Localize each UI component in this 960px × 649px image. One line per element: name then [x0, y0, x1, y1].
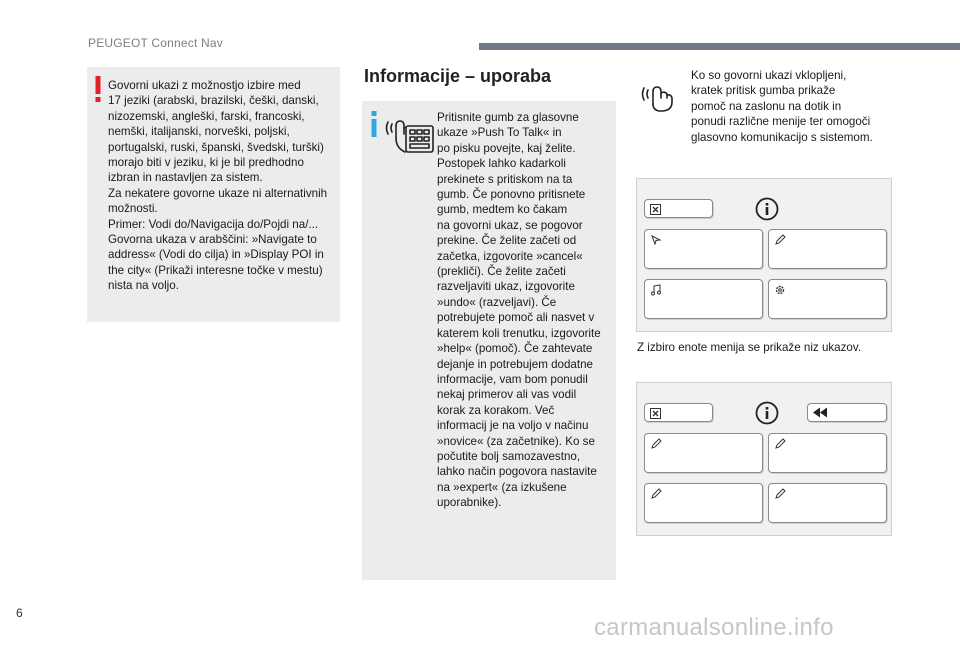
info-circle-icon[interactable] [755, 197, 779, 221]
watermark: carmanualsonline.info [594, 614, 834, 641]
music-menu-button[interactable] [644, 279, 763, 319]
info-i-icon [370, 111, 378, 137]
close-x-icon [650, 408, 661, 419]
header-title: PEUGEOT Connect Nav [88, 36, 223, 50]
touchscreen-commands-screen [636, 382, 892, 536]
voice-help-text: Ko so govorni ukazi vklopljeni, kratek pritisk gumba prikaže pomoč na zaslonu na dotik in ponudi različne menije ter omogoči glasovno komunikacijo s sistemom. [691, 69, 873, 144]
pencil-icon [774, 488, 786, 500]
settings-menu-button[interactable] [768, 279, 887, 319]
warning-text: Govorni ukazi z možnostjo izbire med 17 jeziki (arabski, brazilski, češki, danski, nizozemski, angleški, farski, francoski, nemški, italijanski, norveški, poljski, portugalski, ruski, španski, švedski, turški) morajo biti v jeziku, ki je bil predhodno izbran in nastavljen za sistem. Za nekatere govorne ukaze ni alternativnih možnosti. Primer: Vodi do/Navigacija do/Pojdi na/... Govorna ukaza v arabščini: »Navigate to address« (Vodi do cilja) in »Display POI in the city« (Prikaži interesne točke v mestu) nista na voljo. [108, 79, 328, 293]
close-x-icon [650, 204, 661, 215]
gear-icon [774, 284, 786, 296]
exclamation-icon [94, 76, 102, 102]
pencil-icon [774, 234, 786, 246]
back-button[interactable] [807, 403, 887, 422]
push-to-talk-icon [385, 112, 435, 156]
command-button[interactable] [768, 433, 887, 473]
close-button[interactable] [644, 199, 713, 218]
section-title: Informacije – uporaba [364, 66, 552, 86]
screen-caption: Z izbiro enote menija se prikaže niz ukazov. [637, 341, 862, 354]
command-button[interactable] [644, 433, 763, 473]
pencil-icon [650, 438, 662, 450]
header-bar [479, 43, 960, 50]
page-number: 6 [16, 606, 23, 620]
voice-command-icon [641, 80, 675, 112]
pencil-icon [774, 438, 786, 450]
info-circle-icon[interactable] [755, 401, 779, 425]
navigation-menu-button[interactable] [644, 229, 763, 269]
navigation-arrow-icon [650, 234, 662, 246]
info-text: Pritisnite gumb za glasovne ukaze »Push To Talk« in po pisku povejte, kaj želite. Postopek lahko kadarkoli prekinete s pritiskom na ta gumb. Če ponovno pritisnete gumb, medtem ko čakam na govorni ukaz, se pogovor prekine. Če želite začeti od začetka, izgovorite »cancel« (prekliči). Če želite začeti razveljaviti ukaz, izgovorite »undo« (razveljavi). Če potrebujete pomoč ali nasvet v katerem koli trenutku, izgovorite »help« (pomoč). Če zahtevate dejanje in potrebujem dodatne informacije, vam bom ponudil nekaj primerov ali vas vodil korak za korakom. Več informacij je na voljo v načinu »novice« (za začetnike). Ko se počutite bolj samozavestno, lahko način pogovora nastavite na »expert« (za izkušene uporabnike). [437, 111, 601, 510]
music-note-icon [650, 284, 662, 296]
touchscreen-menu-screen [636, 178, 892, 332]
edit-menu-button[interactable] [768, 229, 887, 269]
rewind-back-icon [812, 407, 828, 418]
command-button[interactable] [644, 483, 763, 523]
pencil-icon [650, 488, 662, 500]
close-button[interactable] [644, 403, 713, 422]
command-button[interactable] [768, 483, 887, 523]
